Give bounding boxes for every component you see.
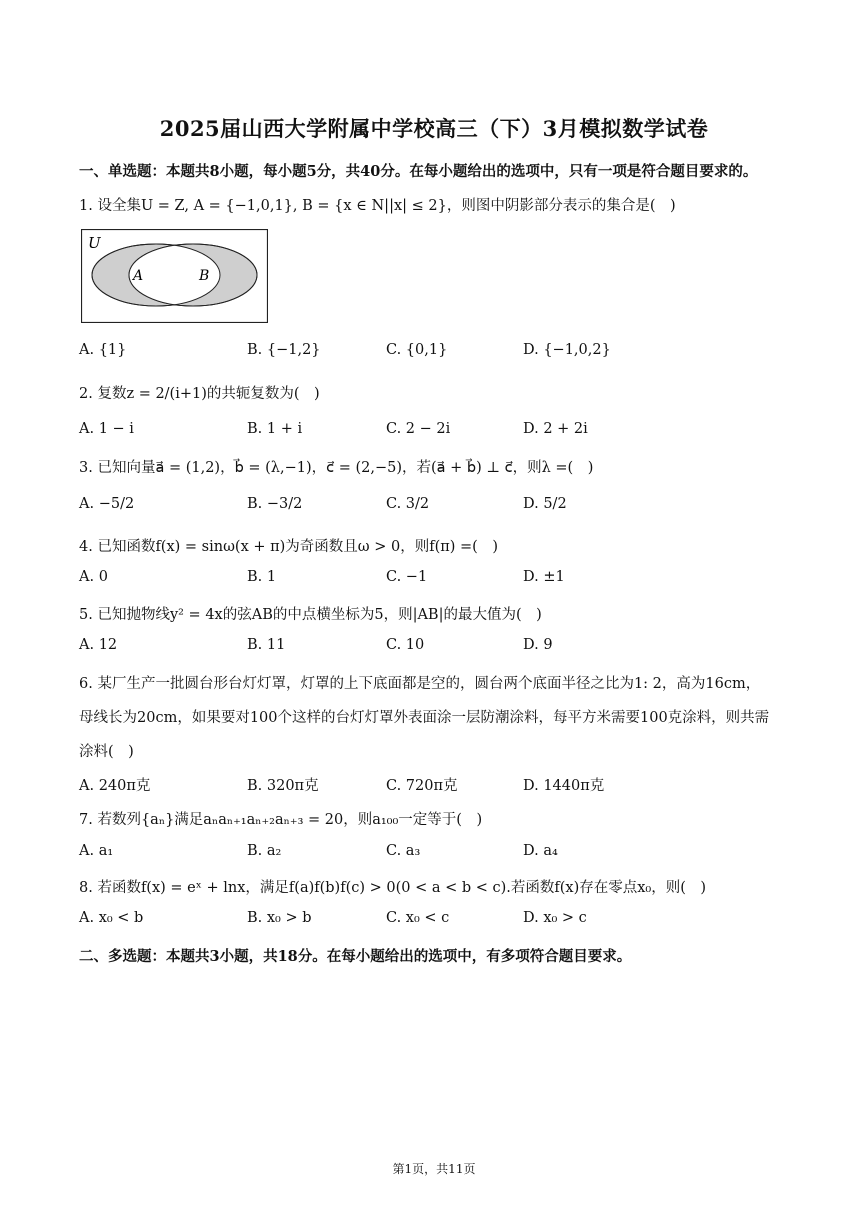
option-b: B. a₂	[247, 843, 282, 859]
question-6-options	[79, 774, 799, 800]
option-a: A. 1 − i	[79, 421, 134, 437]
option-d: D. 5/2	[523, 496, 567, 512]
question-7-stem: 7. 若数列{aₙ}满足aₙaₙ₊₁aₙ₊₂aₙ₊₃ = 20，则a₁₀₀一定等于( )	[79, 812, 483, 828]
option-c: C. a₃	[386, 843, 421, 859]
venn-label-b: B	[199, 268, 210, 284]
question-2-options	[79, 421, 799, 447]
option-d: D. 1440π克	[523, 778, 605, 794]
option-a: A. x₀ < b	[79, 910, 144, 926]
option-d: D. a₄	[523, 843, 558, 859]
page-footer: 第1页，共11页	[392, 1162, 476, 1176]
question-8-options	[79, 910, 799, 936]
question-6-stem-line-1: 6. 某厂生产一批圆台形台灯灯罩，灯罩的上下底面都是空的，圆台两个底面半径之比为1: 2，高为16cm，	[79, 676, 761, 692]
venn-label-a: A	[133, 268, 144, 284]
question-5-stem: 5. 已知抛物线y² = 4x的弦AB的中点横坐标为5，则|AB|的最大值为( )	[79, 607, 542, 623]
question-1-options	[79, 342, 799, 368]
question-1-stem: 1. 设全集U = Z, A = {−1,0,1}, B = {x ∈ N||x| ≤ 2}，则图中阴影部分表示的集合是( )	[79, 198, 676, 214]
option-b: B. 1	[247, 569, 277, 585]
question-2-stem: 2. 复数z = 2/(i+1)的共轭复数为( )	[79, 386, 320, 402]
option-b: B. 1 + i	[247, 421, 303, 437]
option-a: A. 12	[79, 637, 118, 653]
question-3-options	[79, 496, 799, 522]
section-multiple-choice-heading: 二、多选题：本题共3小题，共18分。在每小题给出的选项中，有多项符合题目要求。	[79, 948, 632, 965]
question-4-stem: 4. 已知函数f(x) = sinω(x + π)为奇函数且ω > 0，则f(π) =( )	[79, 539, 498, 555]
question-3-stem: 3. 已知向量a⃗ = (1,2)，b⃗ = (λ,−1)，c⃗ = (2,−5)，若(a⃗ + b⃗) ⊥ c⃗，则λ =( )	[79, 460, 594, 476]
option-d: D. {−1,0,2}	[523, 342, 611, 358]
option-d: D. 2 + 2i	[523, 421, 588, 437]
question-8-stem: 8. 若函数f(x) = eˣ + lnx，满足f(a)f(b)f(c) > 0(0 < a < b < c).若函数f(x)存在零点x₀，则( )	[79, 880, 707, 896]
option-b: B. {−1,2}	[247, 342, 321, 358]
option-c: C. 3/2	[386, 496, 430, 512]
option-d: D. ±1	[523, 569, 565, 585]
option-c: C. −1	[386, 569, 428, 585]
option-a: A. a₁	[79, 843, 114, 859]
question-4-options	[79, 569, 799, 595]
option-a: A. {1}	[79, 342, 127, 358]
option-a: A. 0	[79, 569, 108, 585]
question-5-options	[79, 637, 799, 663]
question-7-options	[79, 843, 799, 869]
question-6-stem-line-2: 母线长为20cm，如果要对100个这样的台灯灯罩外表面涂一层防潮涂料，每平方米需要100克涂料，则共需	[79, 710, 770, 726]
option-a: A. 240π克	[79, 778, 151, 794]
option-d: D. 9	[523, 637, 553, 653]
option-c: C. 2 − 2i	[386, 421, 451, 437]
option-d: D. x₀ > c	[523, 910, 587, 926]
venn-diagram	[81, 229, 268, 323]
option-a: A. −5/2	[79, 496, 135, 512]
option-b: B. −3/2	[247, 496, 303, 512]
option-c: C. 10	[386, 637, 425, 653]
option-c: C. {0,1}	[386, 342, 448, 358]
page-title: 2025届山西大学附属中学校高三（下）3月模拟数学试卷	[159, 116, 709, 141]
option-b: B. 320π克	[247, 778, 319, 794]
option-b: B. 11	[247, 637, 286, 653]
option-b: B. x₀ > b	[247, 910, 312, 926]
option-c: C. x₀ < c	[386, 910, 450, 926]
option-c: C. 720π克	[386, 778, 458, 794]
venn-label-u: U	[88, 234, 101, 252]
question-6-stem-line-3: 涂料( )	[79, 744, 134, 760]
section-single-choice-heading: 一、单选题：本题共8小题，每小题5分，共40分。在每小题给出的选项中，只有一项是符合题目要求的。	[79, 163, 758, 180]
